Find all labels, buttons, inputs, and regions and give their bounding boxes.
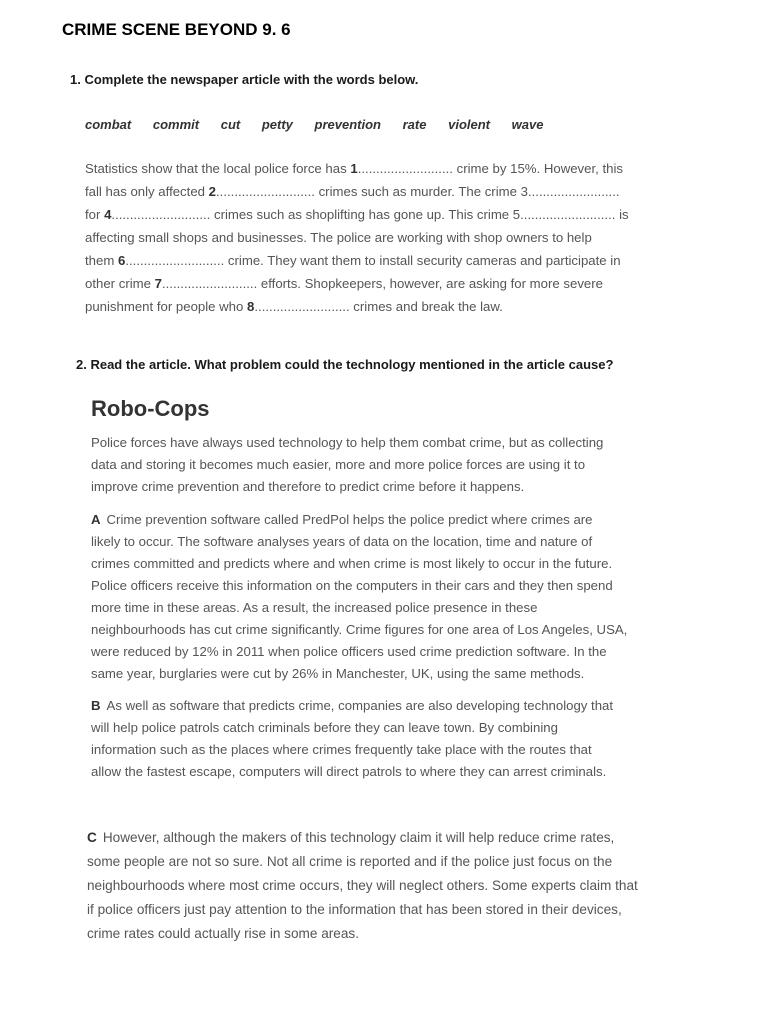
gap-fill-line: Statistics show that the local police force has 1.......................... crime by 15%. However, this — [85, 161, 623, 176]
text-line: will help police patrols catch criminals before they can leave town. By combining — [91, 720, 558, 735]
text-line: likely to occur. The software analyses years of data on the location, time and nature of — [91, 534, 593, 549]
text-line: neighbourhoods has cut crime significantly. Crime figures for one area of Los Angeles, USA, — [91, 622, 628, 637]
text-line: were reduced by 12% in 2011 when police officers used crime prediction software. In the — [91, 644, 607, 659]
text-line: information such as the places where crimes frequently take place with the routes that — [91, 742, 592, 757]
gap-fill-line: fall has only affected 2........................... crimes such as murder. The crime 3......................... — [85, 184, 620, 199]
article-paragraph-b — [91, 695, 613, 783]
word-bank-item: prevention — [314, 117, 381, 132]
text-line: same year, burglaries were cut by 26% in Manchester, UK, using the same methods. — [91, 666, 585, 681]
text-line: data and storing it becomes much easier, more and more police forces are using it to — [91, 457, 586, 472]
exercise2-instruction: 2. Read the article. What problem could the technology mentioned in the article cause? — [76, 357, 614, 372]
text-line: Police forces have always used technology to help them combat crime, but as collecting — [91, 435, 604, 450]
word-bank-item: commit — [152, 117, 200, 132]
text-line: B As well as software that predicts crime, companies are also developing technology that — [91, 698, 614, 713]
word-bank-item: wave — [511, 117, 544, 132]
gap-fill-text — [85, 157, 629, 318]
paragraph-letter: A — [91, 512, 101, 527]
paragraph-letter: B — [91, 698, 101, 713]
word-bank — [85, 117, 561, 132]
article-intro — [91, 432, 603, 498]
paragraph-letter: C — [87, 830, 97, 845]
word-bank-item: petty — [261, 117, 293, 132]
article-paragraph-a — [91, 509, 627, 685]
text-line: allow the fastest escape, computers will direct patrols to where they can arrest criminals. — [91, 764, 607, 779]
gap-fill-line: for 4........................... crimes such as shoplifting has gone up. This crime 5.......................... is — [85, 207, 629, 222]
text-line: A Crime prevention software called PredPol helps the police predict where crimes are — [91, 512, 593, 527]
gap-fill-line: them 6........................... crime. They want them to install security cameras and participate in — [85, 253, 621, 268]
word-bank-item: violent — [448, 117, 491, 132]
article-paragraph-c — [87, 826, 638, 946]
text-line: C However, although the makers of this technology claim it will help reduce crime rates, — [87, 830, 615, 845]
text-line: crimes committed and predicts where and when crime is most likely to occur in the future. — [91, 556, 613, 571]
text-line: neighbourhoods where most crime occurs, they will neglect others. Some experts claim that — [87, 878, 638, 893]
gap-fill-line: affecting small shops and businesses. The police are working with shop owners to help — [85, 230, 592, 245]
word-bank-item: combat — [85, 117, 132, 132]
gap-fill-line: other crime 7.......................... efforts. Shopkeepers, however, are asking for more severe — [85, 276, 603, 291]
text-line: improve crime prevention and therefore to predict crime before it happens. — [91, 479, 525, 494]
text-line: crime rates could actually rise in some areas. — [87, 926, 359, 941]
page-title: CRIME SCENE BEYOND 9. 6 — [62, 20, 291, 39]
article-title: Robo-Cops — [91, 396, 210, 421]
text-line: some people are not so sure. Not all crime is reported and if the police just focus on the — [87, 854, 613, 869]
gap-fill-line: punishment for people who 8.......................... crimes and break the law. — [85, 299, 503, 314]
text-line: more time in these areas. As a result, the increased police presence in these — [91, 600, 538, 615]
word-bank-item: cut — [220, 117, 241, 132]
text-line: if police officers just pay attention to the information that has been stored in their devices, — [87, 902, 622, 917]
exercise1-instruction: 1. Complete the newspaper article with the words below. — [70, 72, 419, 87]
word-bank-item: rate — [402, 117, 427, 132]
text-line: Police officers receive this information on the computers in their cars and they then spend — [91, 578, 613, 593]
